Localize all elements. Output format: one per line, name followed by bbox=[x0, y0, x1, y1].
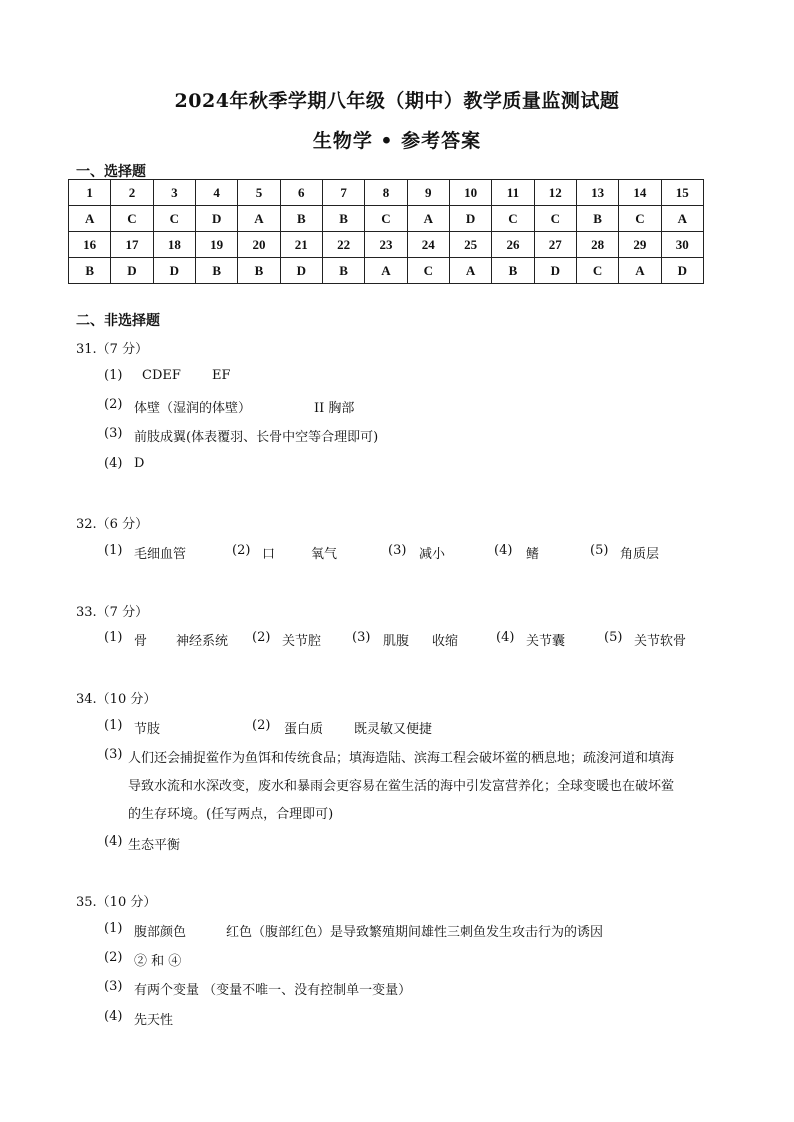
table-cell: 2 bbox=[111, 180, 153, 206]
answer-number: (1) bbox=[104, 543, 123, 558]
answer-text: 先天性 bbox=[134, 1013, 174, 1028]
table-cell: D bbox=[195, 206, 237, 232]
answer-text: 口 bbox=[262, 547, 276, 562]
table-cell: 30 bbox=[661, 232, 703, 258]
answer-text: 角质层 bbox=[620, 547, 660, 562]
table-cell: A bbox=[619, 258, 661, 284]
table-cell: 26 bbox=[492, 232, 534, 258]
answer-number: (4) bbox=[496, 630, 515, 645]
answer-number: (2) bbox=[252, 718, 271, 733]
answer-text: 既灵敏又便捷 bbox=[354, 722, 433, 737]
table-cell: A bbox=[661, 206, 703, 232]
answer-number: (5) bbox=[604, 630, 623, 645]
answer-number: (3) bbox=[352, 630, 371, 645]
answer-text: 体壁（湿润的体壁） bbox=[134, 401, 252, 416]
table-cell: 29 bbox=[619, 232, 661, 258]
table-cell: 24 bbox=[407, 232, 449, 258]
table-cell: D bbox=[534, 258, 576, 284]
table-cell: 17 bbox=[111, 232, 153, 258]
section-nonchoice-heading: 二、非选择题 bbox=[76, 313, 160, 329]
answer-text: II 胸部 bbox=[314, 401, 355, 416]
table-cell: 5 bbox=[238, 180, 280, 206]
answer-number: (4) bbox=[104, 834, 123, 849]
answer-text: 关节腔 bbox=[282, 634, 322, 649]
answer-text: 红色（腹部红色）是导致繁殖期间雄性三刺鱼发生攻击行为的诱因 bbox=[226, 925, 604, 940]
section-choice-heading: 一、选择题 bbox=[76, 164, 146, 180]
table-cell: 6 bbox=[280, 180, 322, 206]
table-cell: D bbox=[153, 258, 195, 284]
table-cell: D bbox=[661, 258, 703, 284]
table-cell: D bbox=[449, 206, 491, 232]
answer-number: (3) bbox=[388, 543, 407, 558]
answer-text: 关节软骨 bbox=[634, 634, 687, 649]
table-cell: 27 bbox=[534, 232, 576, 258]
document-title: 2024年秋季学期八年级（期中）教学质量监测试题 bbox=[174, 90, 620, 112]
answer-number: (4) bbox=[494, 543, 513, 558]
answer-number: (2) bbox=[232, 543, 251, 558]
question-34-heading: 34.（10 分） bbox=[76, 692, 157, 707]
answer-text: 骨 bbox=[134, 634, 148, 649]
answer-text: 生态平衡 bbox=[128, 838, 181, 853]
table-cell: 11 bbox=[492, 180, 534, 206]
table-cell: 12 bbox=[534, 180, 576, 206]
table-cell: A bbox=[365, 258, 407, 284]
table-cell: A bbox=[69, 206, 111, 232]
answer-text: 人们还会捕捉鲎作为鱼饵和传统食品；填海造陆、滨海工程会破坏鲎的栖息地；疏浚河道和填海 bbox=[128, 751, 675, 766]
answer-text: 有两个变量 （变量不唯一、没有控制单一变量） bbox=[134, 983, 412, 998]
answer-number: (1) bbox=[104, 630, 123, 645]
q32-answers bbox=[104, 543, 660, 562]
table-cell: 8 bbox=[365, 180, 407, 206]
table-cell: 16 bbox=[69, 232, 111, 258]
table-cell: 21 bbox=[280, 232, 322, 258]
q34-answer-4 bbox=[104, 834, 181, 853]
answer-number: (1) bbox=[104, 368, 123, 383]
table-cell: 7 bbox=[322, 180, 364, 206]
answer-text: 毛细血管 bbox=[134, 547, 187, 562]
answer-number: (1) bbox=[104, 718, 123, 733]
q31-answer-3 bbox=[104, 426, 379, 445]
answer-text: 节肢 bbox=[134, 722, 161, 737]
answer-text: 腹部颜色 bbox=[134, 925, 187, 940]
table-cell: 10 bbox=[449, 180, 491, 206]
q34-answer-3 bbox=[104, 747, 675, 766]
q34-answer-3-line-3: 的生存环境。(任写两点，合理即可) bbox=[128, 807, 334, 822]
table-cell: 20 bbox=[238, 232, 280, 258]
answer-text: 鳍 bbox=[526, 547, 540, 562]
answer-text: 减小 bbox=[419, 547, 446, 562]
q31-answer-2 bbox=[104, 397, 355, 416]
table-cell: 4 bbox=[195, 180, 237, 206]
q35-answer-2 bbox=[104, 950, 182, 969]
table-cell: C bbox=[619, 206, 661, 232]
table-cell: 14 bbox=[619, 180, 661, 206]
q34-answer-1-2 bbox=[104, 718, 433, 737]
answer-number: (3) bbox=[104, 747, 123, 762]
answer-number: (1) bbox=[104, 921, 123, 936]
table-cell: A bbox=[449, 258, 491, 284]
answer-text: 收缩 bbox=[432, 634, 459, 649]
table-cell: C bbox=[153, 206, 195, 232]
answer-text: 关节囊 bbox=[526, 634, 566, 649]
table-cell: A bbox=[238, 206, 280, 232]
answer-text: CDEF bbox=[142, 368, 181, 383]
table-cell: 13 bbox=[576, 180, 618, 206]
answer-text: EF bbox=[212, 368, 231, 383]
table-cell: B bbox=[322, 258, 364, 284]
answer-text: 氧气 bbox=[311, 547, 338, 562]
answer-table bbox=[68, 179, 704, 284]
table-cell: C bbox=[576, 258, 618, 284]
table-row bbox=[69, 232, 704, 258]
table-cell: C bbox=[492, 206, 534, 232]
answer-text: 蛋白质 bbox=[284, 722, 324, 737]
table-cell: 3 bbox=[153, 180, 195, 206]
answer-text: D bbox=[134, 456, 145, 471]
answer-number: (2) bbox=[252, 630, 271, 645]
answer-number: (5) bbox=[590, 543, 609, 558]
q35-answer-3 bbox=[104, 979, 412, 998]
table-cell: 18 bbox=[153, 232, 195, 258]
answer-number: (3) bbox=[104, 426, 123, 441]
answer-text: 前肢成翼(体表覆羽、长骨中空等合理即可) bbox=[134, 430, 379, 445]
table-cell: B bbox=[195, 258, 237, 284]
answer-number: (2) bbox=[104, 950, 123, 965]
table-cell: 25 bbox=[449, 232, 491, 258]
table-cell: B bbox=[69, 258, 111, 284]
q33-answers bbox=[104, 630, 687, 649]
q31-answer-4 bbox=[104, 456, 145, 471]
table-cell: B bbox=[576, 206, 618, 232]
table-cell: C bbox=[111, 206, 153, 232]
answer-number: (4) bbox=[104, 1009, 123, 1024]
table-cell: 19 bbox=[195, 232, 237, 258]
table-cell: B bbox=[492, 258, 534, 284]
answer-number: (4) bbox=[104, 456, 123, 471]
table-cell: 23 bbox=[365, 232, 407, 258]
answer-text: 肌腹 bbox=[383, 634, 410, 649]
table-row bbox=[69, 258, 704, 284]
table-row bbox=[69, 180, 704, 206]
table-cell: 22 bbox=[322, 232, 364, 258]
table-cell: 15 bbox=[661, 180, 703, 206]
table-cell: 9 bbox=[407, 180, 449, 206]
table-cell: D bbox=[111, 258, 153, 284]
q35-answer-1 bbox=[104, 921, 604, 940]
answer-text: 神经系统 bbox=[176, 634, 229, 649]
q34-answer-3-line-2: 导致水流和水深改变，废水和暴雨会更容易在鲎生活的海中引发富营养化；全球变暖也在破坏鲎 bbox=[128, 779, 675, 794]
table-cell: C bbox=[534, 206, 576, 232]
table-cell: B bbox=[238, 258, 280, 284]
table-cell: 28 bbox=[576, 232, 618, 258]
question-32-heading: 32.（6 分） bbox=[76, 517, 149, 532]
table-row bbox=[69, 206, 704, 232]
document-subtitle: 生物学 • 参考答案 bbox=[312, 130, 482, 152]
table-cell: B bbox=[280, 206, 322, 232]
answer-text: ② 和 ④ bbox=[134, 954, 182, 969]
table-cell: D bbox=[280, 258, 322, 284]
question-31-heading: 31.（7 分） bbox=[76, 342, 149, 357]
question-35-heading: 35.（10 分） bbox=[76, 895, 157, 910]
table-cell: A bbox=[407, 206, 449, 232]
answer-number: (3) bbox=[104, 979, 123, 994]
table-cell: B bbox=[322, 206, 364, 232]
table-cell: C bbox=[407, 258, 449, 284]
table-cell: 1 bbox=[69, 180, 111, 206]
answer-number: (2) bbox=[104, 397, 123, 412]
question-33-heading: 33.（7 分） bbox=[76, 605, 149, 620]
q35-answer-4 bbox=[104, 1009, 174, 1028]
table-cell: C bbox=[365, 206, 407, 232]
q31-answer-1 bbox=[104, 368, 231, 383]
